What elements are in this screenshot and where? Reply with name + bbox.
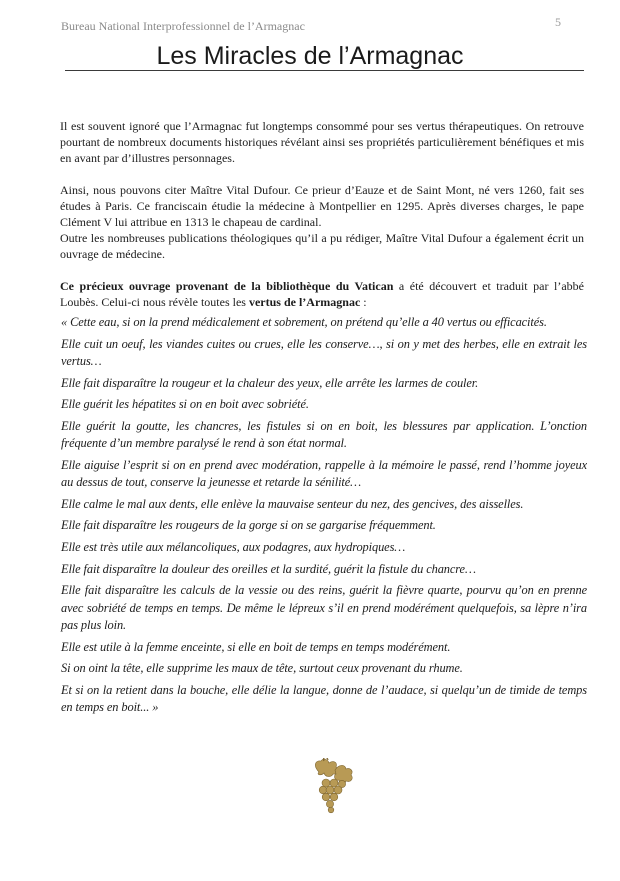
- vital-dufour-paragraph: Ainsi, nous pouvons citer Maître Vital Dufour. Ce prieur d’Eauze et de Saint Mont, né vers 1260, fait ses études à Paris. Ce franciscain étudie la médecine à Montpellier en 1295. Après diverses charges, le pape Clément V lui attribue en 1313 le chapeau de cardinal.: [60, 183, 584, 229]
- quote-line: Si on oint la tête, elle supprime les maux de tête, surtout ceux provenant du rhume.: [61, 661, 463, 676]
- quote-line: Elle fait disparaître la rougeur et la chaleur des yeux, elle arrête les larmes de couler.: [61, 375, 479, 390]
- vatican-bold-end: vertus de l’Armagnac: [248, 295, 361, 309]
- vatican-paragraph: [60, 278, 584, 310]
- quote-line: Elle fait disparaître les rougeurs de la gorge si on se gargarise fréquemment.: [61, 518, 436, 533]
- quote-line: Elle guérit la goutte, les chancres, les fistules si on en boit, les blessures par application. L’onction fréquente d’un membre paralysé le rend à son état normal.: [61, 418, 587, 451]
- quote-line: Elle cuit un oeuf, les viandes cuites ou crues, elle les conserve…, si on y met des herbes, elle en extrait les vertus…: [61, 336, 587, 368]
- publications-paragraph: Outre les nombreuses publications théologiques qu’il a pu rédiger, Maître Vital Dufour a également écrit un ouvrage de médecine.: [60, 231, 584, 261]
- page-title: Les Miracles de l’Armagnac: [156, 42, 464, 70]
- quote-line: Et si on la retient dans la bouche, elle délie la langue, donne de l’audace, si quelqu’un de timide de temps en temps en boit... »: [61, 682, 587, 715]
- quote-line: Elle calme le mal aux dents, elle enlève la mauvaise senteur du nez, des gencives, des aisselles.: [61, 496, 524, 511]
- vatican-middle: a été découvert et traduit par l’abbé Loubès. Celui-ci nous révèle toutes les: [60, 279, 584, 309]
- quote-line: Elle fait disparaître les calculs de la vessie ou des reins, guérit la fièvre quarte, pourvu qu’on en prenne avec sobriété de temps en temps. De même le lépreux s’il en prend modérément quelquefois, sa lèpre n’ira pas plus loin.: [61, 583, 587, 632]
- quote-line: « Cette eau, si on la prend médicalement et sobrement, on prétend qu’elle a 40 vertus ou efficacités.: [61, 315, 547, 329]
- quote-line: Elle fait disparaître la douleur des oreilles et la surdité, guérit la fistule du chancre…: [61, 561, 476, 576]
- header-organization: Bureau National Interprofessionnel de l’Armagnac: [61, 19, 305, 33]
- vatican-tail: :: [360, 295, 367, 309]
- intro-paragraph: Il est souvent ignoré que l’Armagnac fut longtemps consommé pour ses vertus thérapeutiques. On retrouve pourtant de nombreux documents historiques révélant ainsi ses propriétés particulièrement bénéfiques et mis en avant par d’illustres personnages.: [60, 119, 584, 165]
- paragraph-gap: [60, 262, 584, 278]
- quotation-block: [61, 314, 587, 721]
- page-number: 5: [555, 15, 561, 29]
- paragraph-gap: [60, 166, 584, 182]
- body-text: [60, 118, 584, 310]
- quote-line: Elle aiguise l’esprit si on en prend avec modération, rappelle à la mémoire le passé, rend l’homme joyeux au dessus de tout, conserve la jeunesse et retarde la sénilité…: [61, 457, 587, 490]
- vatican-bold-lead: Ce précieux ouvrage provenant de la bibliothèque du Vatican: [60, 279, 394, 293]
- grape-vine-emblem-icon: [309, 758, 355, 816]
- title-underline: [65, 70, 584, 71]
- quote-line: Elle est utile à la femme enceinte, si elle en boit de temps en temps modérément.: [61, 639, 451, 654]
- quote-line: Elle est très utile aux mélancoliques, aux podagres, aux hydropiques…: [61, 539, 406, 554]
- quote-line: Elle guérit les hépatites si on en boit avec sobriété.: [61, 397, 309, 412]
